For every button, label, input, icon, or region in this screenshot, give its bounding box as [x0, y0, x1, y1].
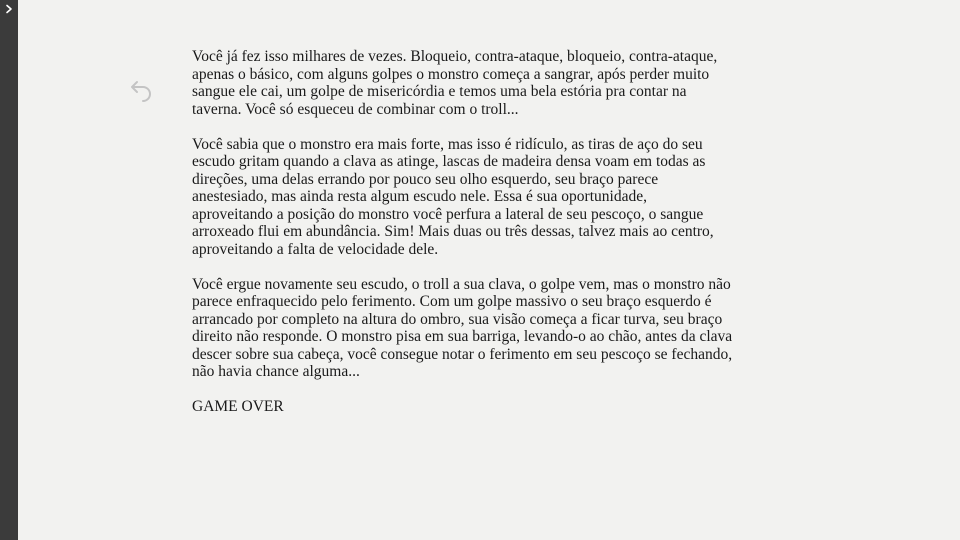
game-over-text: GAME OVER — [192, 398, 284, 415]
sidebar-toggle-button[interactable] — [0, 0, 18, 18]
chevron-right-icon — [4, 4, 14, 14]
sidebar — [0, 0, 18, 540]
undo-button[interactable] — [124, 80, 154, 102]
story-text — [192, 48, 782, 433]
story-paragraph: Você sabia que o monstro era mais forte, mas isso é ridículo, as tiras de aço do seu escudo gritam quando a clava as atinge, lascas de madeira densa voam em todas as direções, uma delas errando por pouco seu olho esquerdo, seu braço parece anestesiado, mas ainda resta algum escudo nele. Essa é sua oportunidade, aproveitando a posição do monstro você perfura a lateral de seu pescoço, o sangue arroxeado flui em abundância. Sim! Mais duas ou três dessas, talvez mais ao centro, aproveitando a falta de velocidade dele. — [192, 135, 714, 258]
story-paragraph: Você ergue novamente seu escudo, o troll a sua clava, o golpe vem, mas o monstro não parece enfraquecido pelo ferimento. Com um golpe massivo o seu braço esquerdo é arrancado por completo na altura do ombro, sua visão começa a ficar turva, seu braço direito não responde. O monstro pisa em sua barriga, levando-o ao chão, antes da clava descer sobre sua cabeça, você consegue notar o ferimento em seu pescoço se fechando, não havia chance alguma... — [192, 275, 733, 380]
story-paragraph: Você já fez isso milhares de vezes. Bloqueio, contra-ataque, bloqueio, contra-ataque, apenas o básico, com alguns golpes o monstro começa a sangrar, após perder muito sangue ele cai, um golpe de misericórdia e temos uma bela estória pra contar na taverna. Você só esqueceu de combinar com o troll... — [192, 48, 718, 118]
undo-arrow-icon — [124, 80, 154, 102]
